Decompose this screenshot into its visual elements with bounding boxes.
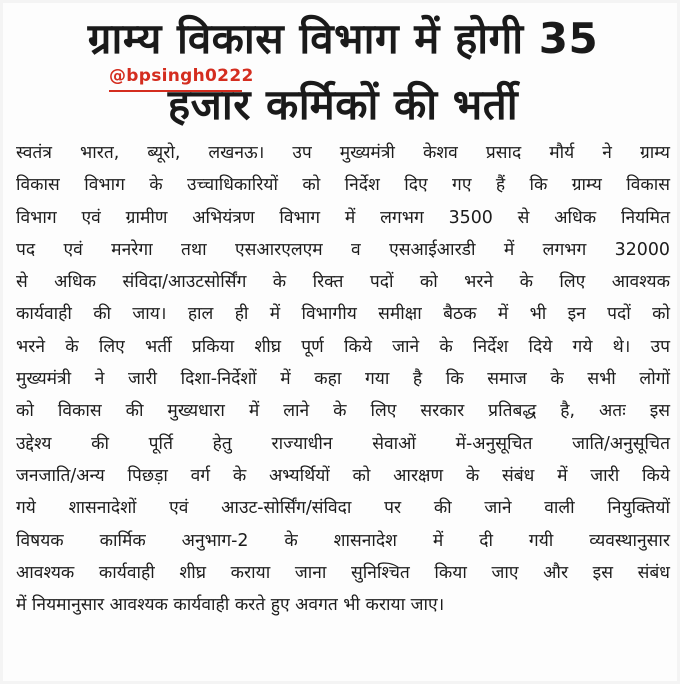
article-line: में नियमानुसार आवश्यक कार्यवाही करते हुए अवगत भी कराया जाए। <box>16 595 445 616</box>
social-handle-watermark: @bpsingh0222 <box>109 66 254 86</box>
headline-line-2: हजार कर्मिकों की भर्ती <box>167 80 519 129</box>
article-line: विकास विभाग के उच्चाधिकारियों को निर्देश दिए गए हैं कि ग्राम्य विकास <box>16 175 670 196</box>
article-line: उद्देश्य की पूर्ति हेतु राज्याधीन सेवाओं में-अनुसूचित जाति/अनुसूचित <box>16 433 670 454</box>
article-line: भरने के लिए भर्ती प्रकिया शीघ्र पूर्ण किये जाने के निर्देश दिये गये थे। उप <box>16 336 670 357</box>
headline-line-1: ग्राम्य विकास विभाग में होगी 35 <box>87 14 599 63</box>
article-body <box>16 137 670 621</box>
article-line: गये शासनादेशों एवं आउट-सोर्सिंग/संविदा पर की जाने वाली नियुक्तियों <box>16 498 670 519</box>
article-line: कार्यवाही की जाय। हाल ही में विभागीय समीक्षा बैठक में भी इन पदों को <box>16 304 670 325</box>
article-line: विभाग एवं ग्रामीण अभियंत्रण विभाग में लगभग 3500 से अधिक नियमित <box>16 207 670 228</box>
article-line: से अधिक संविदा/आउटसोर्सिंग के रिक्त पदों को भरने के लिए आवश्यक <box>16 272 670 293</box>
article-line: विषयक कार्मिक अनुभाग-2 के शासनादेश में दी गयी व्यवस्थानुसार <box>16 530 670 551</box>
article-line: पद एवं मनरेगा तथा एसआरएलएम व एसआईआरडी में लगभग 32000 <box>16 239 670 260</box>
article-line: जनजाति/अन्य पिछड़ा वर्ग के अभ्यर्थियों को आरक्षण के संबंध में जारी किये <box>16 465 670 486</box>
article-line: मुख्यमंत्री ने जारी दिशा-निर्देशों में कहा गया है कि समाज के सभी लोगों <box>16 369 670 390</box>
article-line: को विकास की मुख्यधारा में लाने के लिए सरकार प्रतिबद्ध है, अतः इस <box>16 401 670 422</box>
article-line: स्वतंत्र भारत, ब्यूरो, लखनऊ। उप मुख्यमंत्री केशव प्रसाद मौर्य ने ग्राम्य <box>16 143 670 163</box>
article-line: आवश्यक कार्यवाही शीघ्र कराया जाना सुनिश्चित किया जाए और इस संबंध <box>16 562 670 583</box>
